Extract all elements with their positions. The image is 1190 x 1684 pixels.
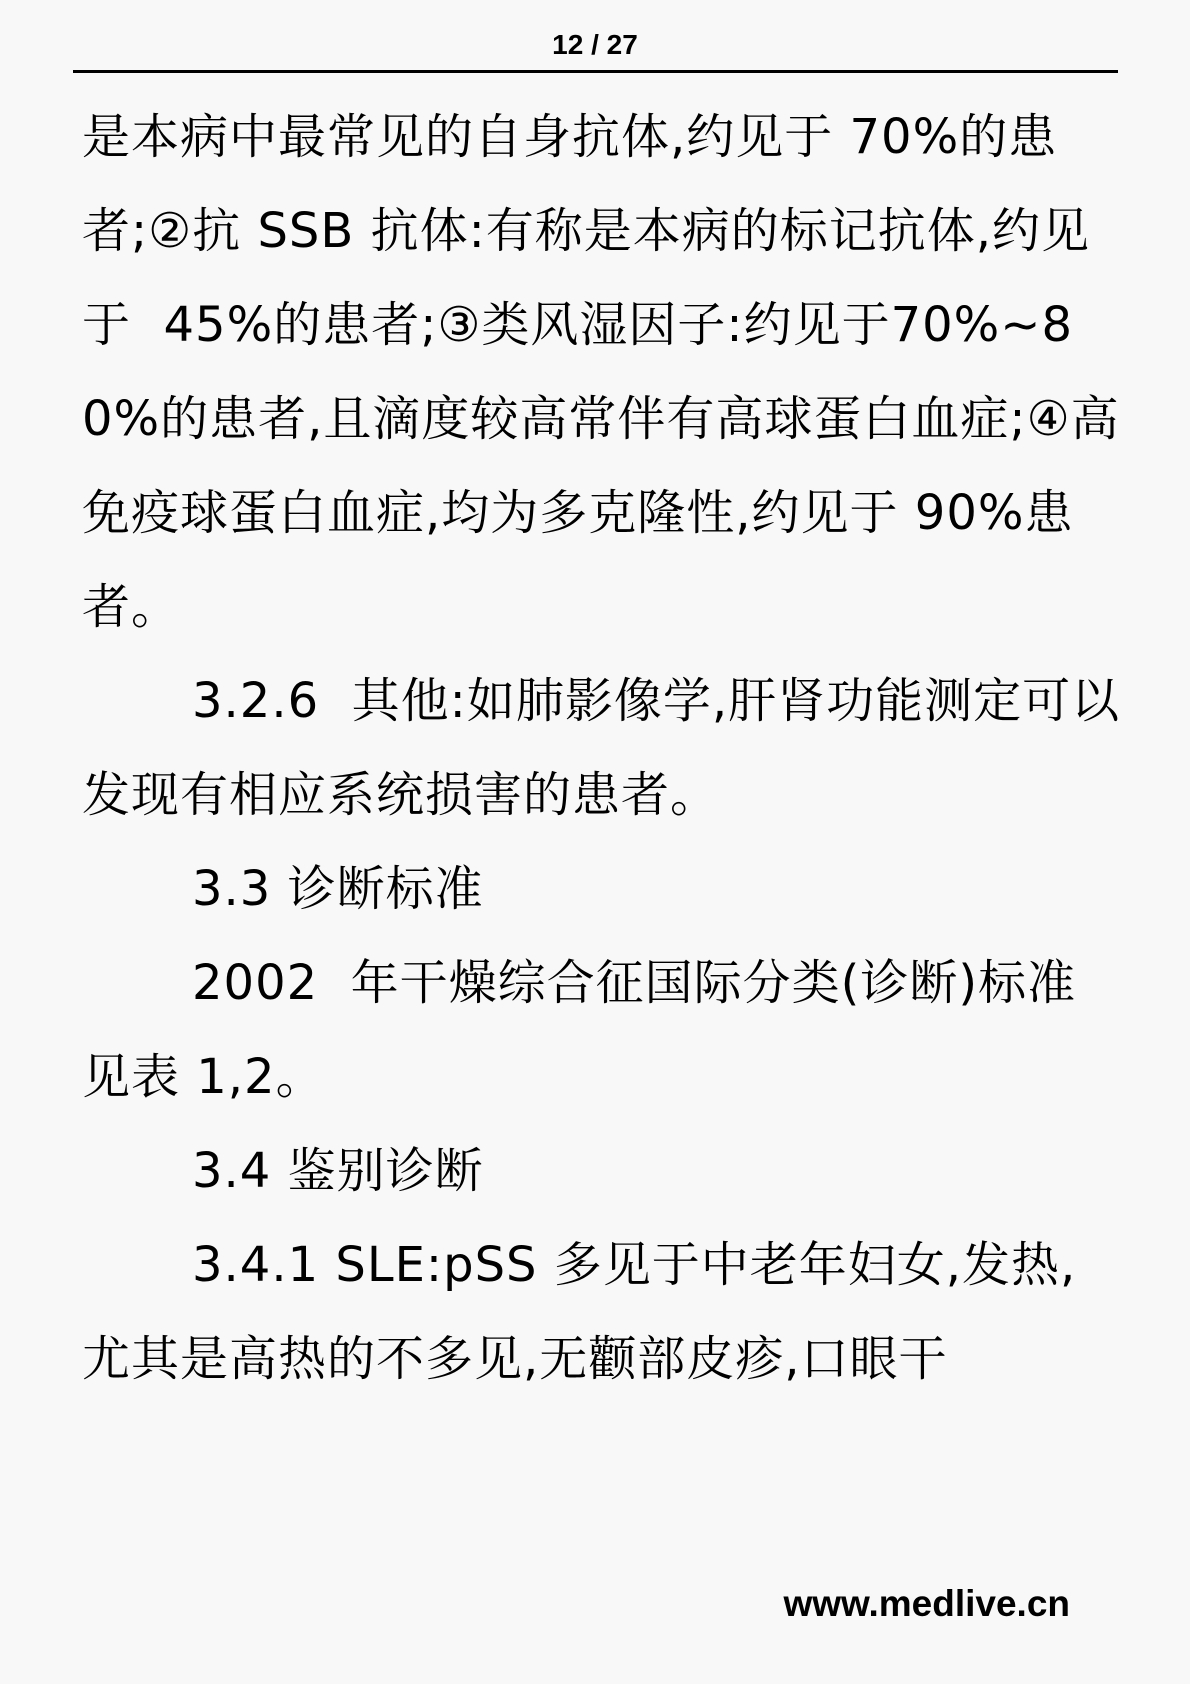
- header-divider: [73, 70, 1118, 73]
- paragraph-criteria-reference: 2002 年干燥综合征国际分类(诊断)标准见表 1,2。: [82, 955, 1077, 1105]
- body-text: [82, 90, 1122, 1406]
- paragraph-sle-differential: 3.4.1 SLE:pSS 多见于中老年妇女,发热,尤其是高热的不多见,无颧部皮疹,口眼干: [82, 1237, 1077, 1387]
- paragraph-other-tests: 3.2.6 其他:如肺影像学,肝肾功能测定可以发现有相应系统损害的患者。: [82, 673, 1121, 823]
- paragraph-antibody-findings: 是本病中最常见的自身抗体,约见于 70%的患者;②抗 SSB 抗体:有称是本病的标记抗体,约见于 45%的患者;③类风湿因子:约见于70%~80%的患者,且滴度较高常伴有高球蛋白血症;④高免疫球蛋白血症,均为多克隆性,约见于 90%患者。: [82, 109, 1120, 635]
- heading-diagnostic-criteria: 3.3 诊断标准: [192, 861, 484, 917]
- website-link[interactable]: www.medlive.cn: [783, 1583, 1070, 1624]
- page-number: 12 / 27: [552, 29, 638, 60]
- heading-differential-diagnosis: 3.4 鉴别诊断: [192, 1143, 484, 1199]
